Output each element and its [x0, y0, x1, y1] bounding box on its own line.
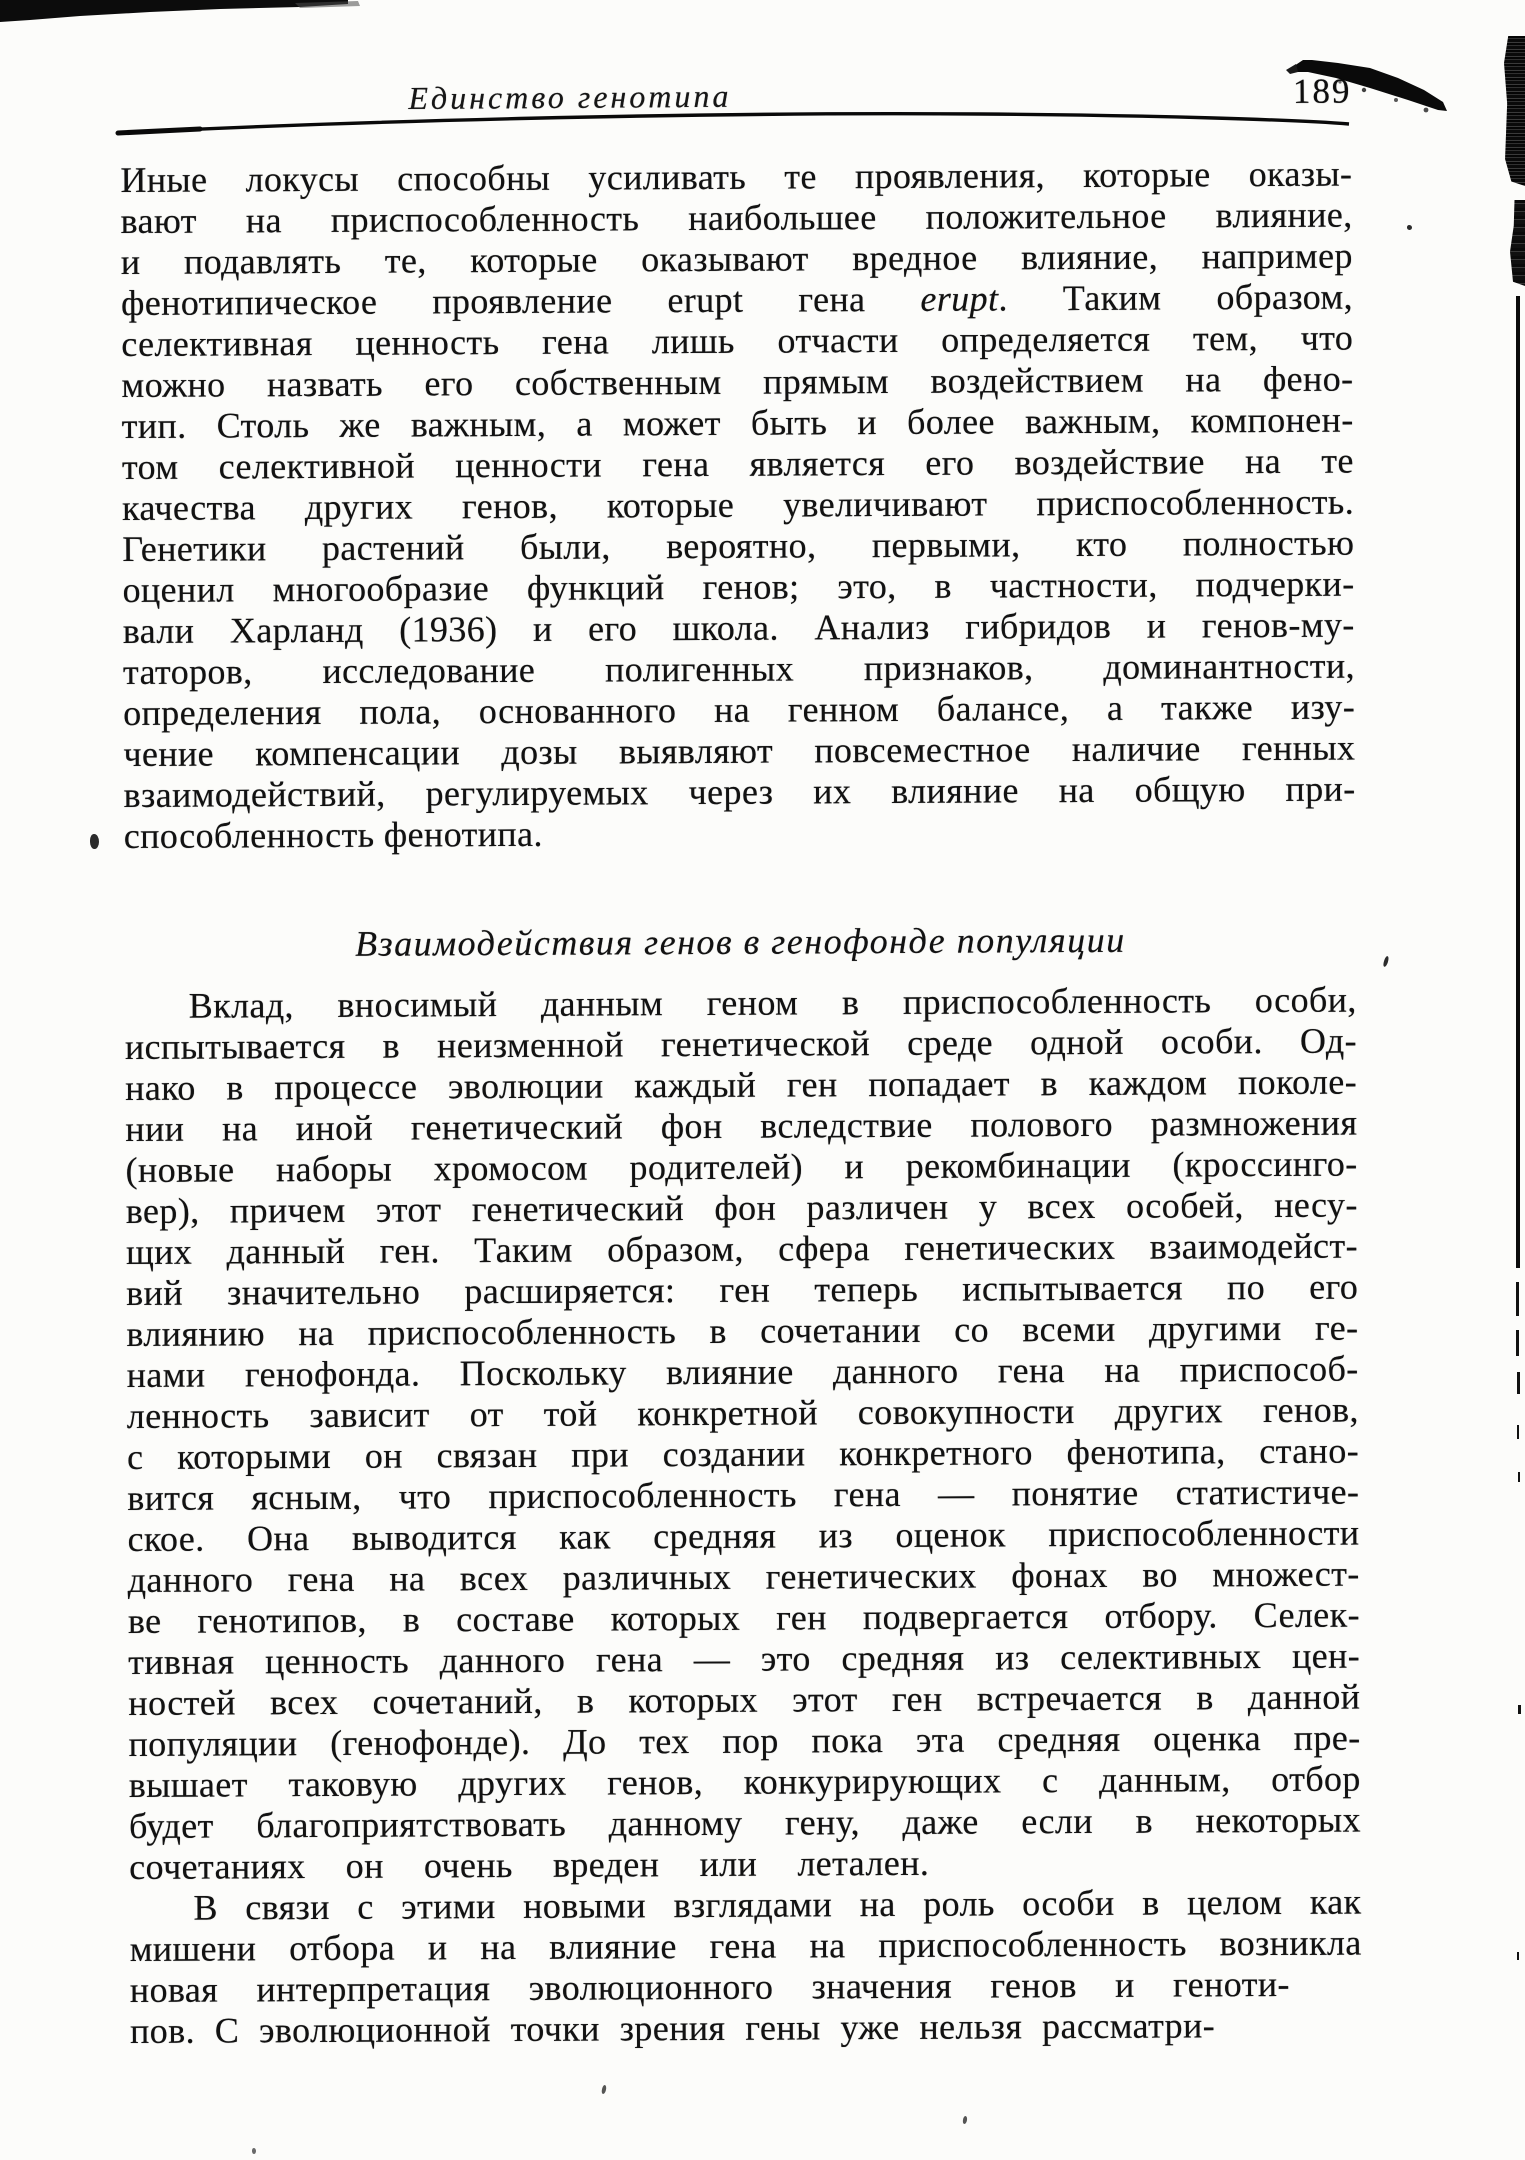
binding-edge-dash [1518, 1472, 1520, 1482]
text-line: вали Харланд (1936) и его школа. Анализ гибридов и генов-му- [122, 604, 1355, 652]
text-line: мишени отбора и на влияние гена на приспособленность возникла [129, 1922, 1362, 1969]
page-number: 189 [1292, 71, 1352, 111]
text-segment: фенотипическое проявление erupt гена [120, 278, 921, 324]
paragraph [129, 1882, 1362, 2052]
ink-speck [252, 2148, 256, 2154]
text-line: вают на приспособленность наибольшее положительное влияние, [120, 194, 1353, 242]
binding-edge-strip-upper [1510, 200, 1525, 286]
binding-edge-dash [1516, 1282, 1519, 1316]
text-line: определения пола, основанного на генном балансе, а также изу- [123, 686, 1356, 734]
ink-speck [90, 834, 99, 849]
text-line: популяции (генофонде). До тех пор пока эта средняя оценка пре- [128, 1717, 1361, 1764]
text-line: тип. Столь же важным, а может быть и более важным, компонен- [121, 399, 1354, 447]
text-line: ское. Она выводится как средняя из оценок приспособленности [127, 1512, 1360, 1559]
text-line: испытывается в неизменной генетической среде одной особи. Од- [124, 1020, 1358, 1067]
text-line: взаимодействий, регулируемых через их влияние на общую при- [123, 768, 1356, 816]
text-line: Генетики растений были, вероятно, первыми, кто полностью [122, 522, 1355, 570]
text-line: селективная ценность гена лишь отчасти определяется тем, что [121, 317, 1354, 365]
italic-gene-name: erupt [920, 278, 999, 319]
text-block [120, 154, 1362, 2052]
text-line: и подавлять те, которые оказывают вредное влияние, например [120, 235, 1353, 283]
text-line: Иные локусы способны усиливать те проявления, которые оказы- [120, 153, 1353, 201]
text-line: с которыми он связан при создании конкретного фенотипа, стано- [126, 1430, 1360, 1477]
text-line: ностей всех сочетаний, в которых этот ген встречается в данной [128, 1676, 1361, 1723]
text-line: влиянию на приспособленность в сочетании со всеми другими ге- [126, 1307, 1359, 1354]
ink-speck [1407, 225, 1412, 230]
binding-edge-dash [1517, 1372, 1520, 1394]
text-line: В связи с этими новыми взглядами на роль особи в целом как [193, 1881, 1362, 1928]
text-line: тивная ценность данного гена — это средняя из селективных цен- [128, 1635, 1361, 1682]
text-line: способленность фенотипа. [123, 813, 543, 857]
text-line: нако в процессе эволюции каждый ген попадает в каждом поколе- [125, 1061, 1358, 1108]
text-line: ве генотипов, в составе которых ген подвергается отбору. Селек- [127, 1594, 1361, 1641]
text-line: (новые наборы хромосом родителей) и рекомбинации (кроссинго- [125, 1143, 1358, 1190]
ink-speck [962, 2116, 968, 2125]
paragraph [120, 154, 1356, 857]
binding-edge-dash [1517, 1425, 1519, 1439]
text-line: пов. С эволюционной точки зрения гены уже нельзя рассматри- [129, 2005, 1216, 2051]
text-line: Вклад, вносимый данным геном в приспособленность особи, [188, 979, 1357, 1026]
text-line: сочетаниях он очень вреден или летален. [129, 1842, 930, 1887]
binding-edge-dash [1517, 1952, 1519, 1960]
text-line: нии на иной генетический фон вследствие полового размножения [125, 1102, 1358, 1149]
text-line [121, 277, 1353, 324]
text-segment: . Таким образом, [998, 276, 1354, 319]
text-line: чение компенсации дозы выявляют повсеместное наличие генных [123, 727, 1356, 775]
text-line: ленность зависит от той конкретной совокупности других генов, [126, 1389, 1359, 1436]
binding-edge-dash [1518, 1705, 1521, 1714]
ink-speck [1382, 956, 1389, 968]
binding-edge-dash [1516, 1330, 1519, 1356]
text-line: можно назвать его собственным прямым воздействием на фено- [121, 358, 1354, 406]
text-line: новая интерпретация эволюционного значения генов и геноти- [129, 1963, 1290, 2010]
text-line: щих данный ген. Таким образом, сфера генетических взаимодейст- [125, 1225, 1359, 1272]
text-line: качества других генов, которые увеличивают приспособленность. [122, 481, 1355, 529]
text-line: том селективной ценности гена является его воздействие на те [121, 440, 1354, 488]
running-title: Единство генотипа [408, 77, 732, 117]
text-line: вий значительно расширяется: ген теперь испытывается по его [126, 1266, 1359, 1313]
paragraph [125, 980, 1362, 1888]
text-line: вится ясным, что приспособленность гена — понятие статистиче- [127, 1471, 1360, 1518]
text-line: будет благоприятствовать данному гену, даже если в некоторых [128, 1799, 1362, 1846]
ink-speck [601, 2085, 607, 2095]
section-heading: Взаимодействия генов в генофонде популяции [355, 919, 1126, 964]
text-line: нами генофонда. Поскольку влияние данного гена на приспособ- [126, 1348, 1359, 1395]
binding-edge-line [1516, 296, 1520, 1268]
text-line: таторов, исследование полигенных признаков, доминантности, [122, 645, 1356, 693]
text-line: вышает таковую других генов, конкурирующих с данным, отбор [128, 1758, 1361, 1805]
text-line: оценил многообразие функций генов; это, в частности, подчерки- [122, 563, 1355, 611]
page-header [0, 0, 1525, 175]
text-line: данного гена на всех различных генетических фонах во множест- [127, 1553, 1360, 1600]
text-line: вер), причем этот генетический фон различен у всех особей, несу- [125, 1184, 1358, 1231]
